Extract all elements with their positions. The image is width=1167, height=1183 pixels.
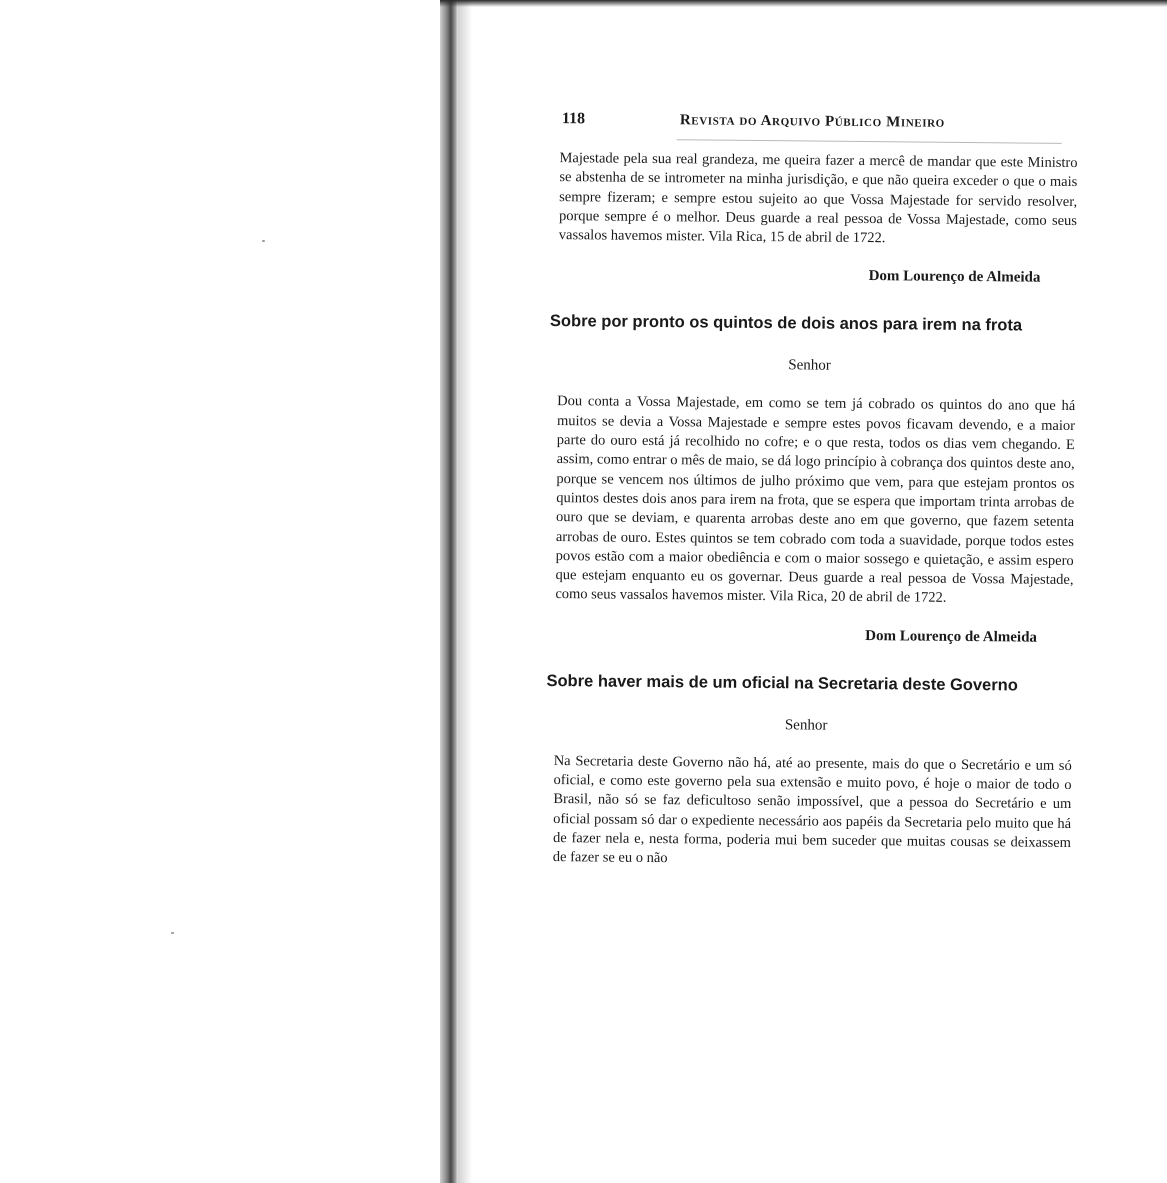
journal-title: Revista do Arquivo Público Mineiro [679,112,945,131]
intro-paragraph: Majestade pela sua real grandeza, me queira fazer a mercê de mandar que este Ministro se abstenha de se intrometer na minha jurisdição, e que não queira exceder o que o mais sempre fizeram; e sempre estou sujeito ao que Vossa Majestade for servido resolver, porque sempre é o melhor. Deus guarde a real pessoa de Vossa Majestade, como seus vassalos havemos mister. Vila Rica, 15 de abril de 1722. [558,150,1078,247]
book-spine [440,0,458,1183]
section1-paragraph: Dou conta a Vossa Majestade, em como se tem já cobrado os quintos do ano que há muitos se devia a Vossa Majestade e sempre estes povos ficavam devendo, e a maior parte do ouro está já recolhido no cofre; e o que resta, todos os dias vem chegando. E assim, como entrar o mês de maio, se dá logo princípio à cobrança dos quintos deste ano, porque se vencem nos últimos de julho próximo que vem, para que estejam prontos os quintos destes dois anos para irem na frota, que se espera que importam trinta arrobas de ouro que se deviam, e quarenta arrobas deste ano em que governo, que fazem setenta arrobas de ouro. Estes quintos se tem cobrado com toda a suavidade, porque todos estes povos estão com a maior obediência e com o maior sossego e quietação, e assim espero que estejam enquanto eu os governar. Deus guarde a real pessoa de Vossa Majestade, como seus vassalos havemos mister. Vila Rica, 20 de abril de 1722. [555,393,1076,607]
paper-speck [171,932,174,934]
header-rule [677,139,1062,144]
section1-title: Sobre por pronto os quintos de dois anos para irem na frota [549,312,1023,336]
paper-speck [262,240,265,242]
page-top-edge [440,0,1167,7]
section1-signature: Dom Lourenço de Almeida [865,627,1038,646]
section2-title: Sobre haver mais de um oficial na Secretaria deste Governo [546,671,1018,695]
gutter-shadow [458,0,472,1183]
section2-paragraph: Na Secretaria deste Governo não há, até ao presente, mais do que o Secretário e um só oficial, e como este governo pela sua extensão e muito povo, é hoje o maior de todo o Brasil, não só se faz deficultoso senão impossível, que a pessoa do Secretário e um oficial possam só dar o expediente necessário aos papéis da Secretaria pelo muito que há de fazer nela e, nesta forma, poderia mui bem suceder que muitas cousas se deixassem de fazer se eu o não [552,752,1072,867]
section1-salutation: Senhor [788,357,831,375]
page-number: 118 [561,110,586,128]
running-head [552,110,1072,139]
intro-signature: Dom Lourenço de Almeida [868,268,1041,287]
section2-salutation: Senhor [784,717,828,734]
blank-left-page [0,0,440,1183]
document-page [545,110,1078,872]
